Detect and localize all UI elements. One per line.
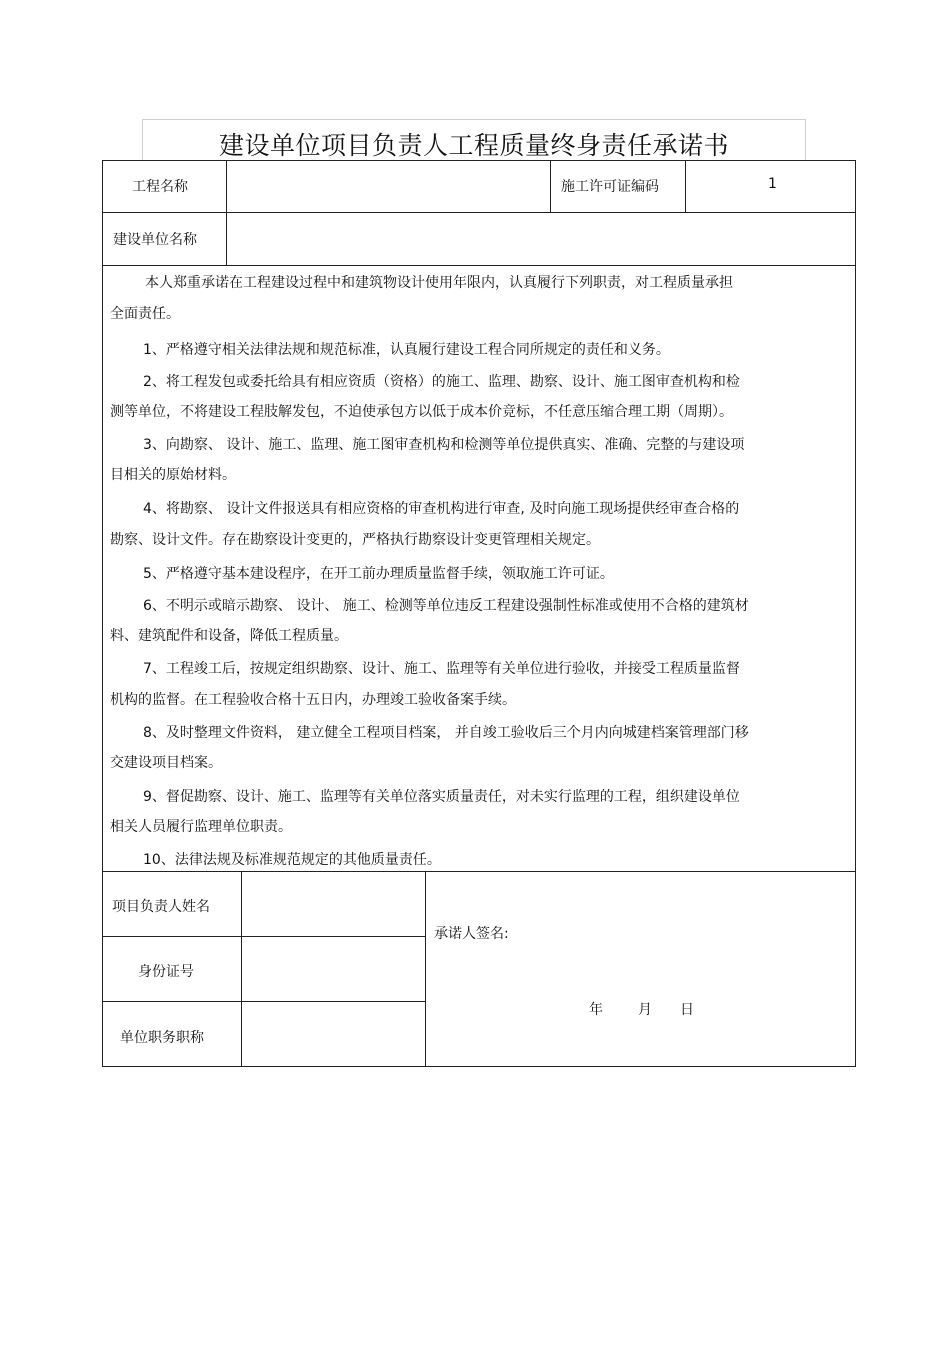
date-year: 年 xyxy=(589,1002,603,1018)
position-label: 单位职务职称 xyxy=(120,1030,204,1046)
signature-label: 承诺人签名: xyxy=(434,926,509,942)
name-label: 项目负责人姓名 xyxy=(112,899,210,915)
item-4-line-2: 勘察、设计文件。存在勘察设计变更的，严格执行勘察设计变更管理相关规定。 xyxy=(110,532,600,548)
item-5-line-1: 5、严格遵守基本建设程序，在开工前办理质量监督手续，领取施工许可证。 xyxy=(143,566,614,582)
item-4-line-1: 4、将勘察、 设计文件报送具有相应资格的审查机构进行审查, 及时向施工现场提供经审查合格的 xyxy=(143,501,740,517)
date-day: 日 xyxy=(680,1002,694,1018)
item-2-line-1: 2、将工程发包或委托给具有相应资质（资格）的施工、监理、勘察、设计、施工图审查机构和检 xyxy=(143,374,740,390)
id-field[interactable] xyxy=(241,936,426,1002)
intro-line-1: 本人郑重承诺在工程建设过程中和建筑物设计使用年限内，认真履行下列职责，对工程质量承担 xyxy=(145,275,733,291)
item-3-line-2: 目相关的原始材料。 xyxy=(110,467,236,483)
item-7-line-1: 7、工程竣工后，按规定组织勘察、设计、施工、监理等有关单位进行验收，并接受工程质量监督 xyxy=(143,661,740,677)
permit-value: 1 xyxy=(768,176,777,192)
item-9-line-2: 相关人员履行监理单位职责。 xyxy=(110,819,292,835)
item-10-line-1: 10、法律法规及标准规范规定的其他质量责任。 xyxy=(143,852,441,868)
item-6-line-2: 料、建筑配件和设备，降低工程质量。 xyxy=(110,628,348,644)
item-2-line-2: 测等单位，不将建设工程肢解发包，不迫使承包方以低于成本价竞标，不任意压缩合理工期（周期）。 xyxy=(110,404,733,420)
unit-name-label: 建设单位名称 xyxy=(113,232,197,248)
permit-label: 施工许可证编码 xyxy=(561,179,659,195)
position-field[interactable] xyxy=(241,1001,426,1067)
item-3-line-1: 3、向勘察、 设计、施工、监理、施工图审查机构和检测等单位提供真实、准确、完整的与建设项 xyxy=(143,437,745,453)
intro-line-2: 全面责任。 xyxy=(110,306,180,322)
item-7-line-2: 机构的监督。在工程验收合格十五日内，办理竣工验收备案手续。 xyxy=(110,692,516,708)
item-8-line-1: 8、及时整理文件资料， 建立健全工程项目档案， 并自竣工验收后三个月内向城建档案管理部门移 xyxy=(143,725,749,741)
item-6-line-1: 6、不明示或暗示勘察、 设计、 施工、检测等单位违反工程建设强制性标准或使用不合格的建筑材 xyxy=(143,598,749,614)
unit-name-field[interactable] xyxy=(226,212,856,266)
item-9-line-1: 9、督促勘察、设计、施工、监理等有关单位落实质量责任，对未实行监理的工程，组织建设单位 xyxy=(143,789,740,805)
item-8-line-2: 交建设项目档案。 xyxy=(110,755,222,771)
name-field[interactable] xyxy=(241,871,426,937)
project-name-label: 工程名称 xyxy=(132,179,188,195)
id-label: 身份证号 xyxy=(138,964,194,980)
item-1-line-1: 1、严格遵守相关法律法规和规范标准，认真履行建设工程合同所规定的责任和义务。 xyxy=(143,342,670,358)
project-name-field[interactable] xyxy=(226,160,551,213)
signature-cell[interactable] xyxy=(425,871,856,1067)
page-title: 建设单位项目负责人工程质量终身责任承诺书 xyxy=(218,131,729,160)
date-month: 月 xyxy=(638,1002,652,1018)
